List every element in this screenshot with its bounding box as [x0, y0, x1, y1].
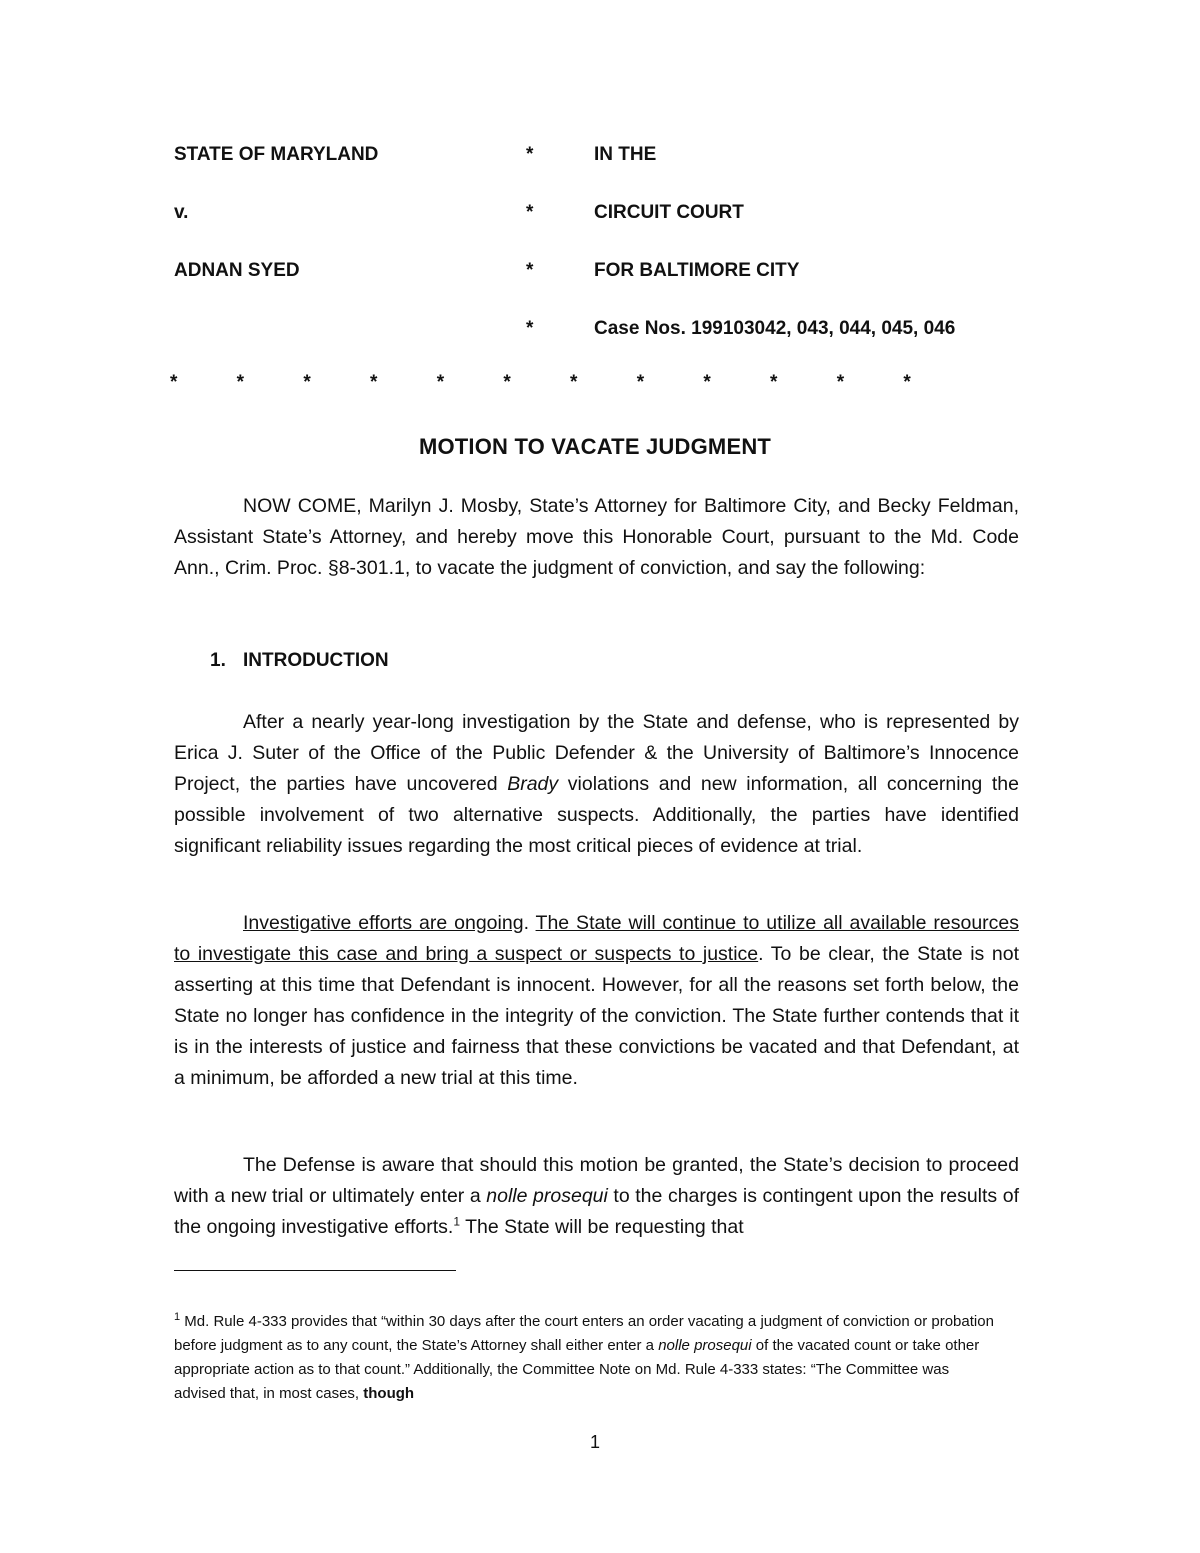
section-heading: [210, 650, 389, 672]
section-title: INTRODUCTION: [243, 650, 389, 671]
divider-star: *: [903, 372, 911, 393]
divider-star: *: [703, 372, 711, 393]
divider-star: *: [636, 372, 645, 393]
footnote-marker: 1: [174, 1311, 181, 1323]
caption-star: *: [526, 202, 534, 223]
caption-baltimore-city: FOR BALTIMORE CITY: [594, 260, 800, 281]
underlined-text: Investigative efforts are ongoing: [243, 912, 524, 934]
footnote-reference[interactable]: 1: [453, 1214, 461, 1229]
text-run: The Defense is aware that should this motion be granted, the State’s decision to proceed with a new trial or ultimately enter a: [174, 1154, 1019, 1207]
text-run: .: [523, 912, 536, 934]
page-number: 1: [589, 1432, 600, 1452]
divider-star: *: [570, 372, 578, 393]
text-run: . To be clear, the State is not asserting at this time that Defendant is innocent. However, for all the reasons set forth below, the State no longer has confidence in the integrity of the conviction. The State further contends that it is in the interests of justice and fairness that these convictions be vacated and that Defendant, at a minimum, be afforded a new trial at this time.: [174, 943, 1019, 1089]
body-paragraph: [174, 1150, 1019, 1243]
caption-star-divider: [170, 372, 970, 392]
caption-in-the: IN THE: [594, 144, 657, 165]
italic-term: nolle prosequi: [658, 1337, 752, 1354]
caption-case-numbers: Case Nos. 199103042, 043, 044, 045, 046: [594, 318, 956, 339]
divider-star: *: [170, 372, 178, 393]
caption-star: *: [526, 318, 534, 339]
divider-star: *: [436, 372, 445, 393]
divider-star: *: [503, 372, 511, 393]
opening-paragraph: NOW COME, Marilyn J. Mosby, State’s Attorney for Baltimore City, and Becky Feldman, Assistant State’s Attorney, and hereby move this Honorable Court, pursuant to the Md. Code Ann., Crim. Proc. §8-301.1, to vacate the judgment of conviction, and say the following:: [174, 495, 1019, 579]
text-run: After a nearly year-long investigation by the State and defense, who is represented by Erica J. Suter of the Office of the Public Defender & the University of Baltimore’s Innocence Project, the parties have uncovered: [174, 711, 1019, 795]
caption-versus: v.: [174, 202, 189, 223]
caption-state: STATE OF MARYLAND: [174, 144, 379, 165]
text-run: The State will be requesting that: [460, 1216, 744, 1238]
caption-star: *: [526, 144, 534, 165]
text-run: to the charges is contingent upon the results of the ongoing investigative efforts.: [174, 1185, 1019, 1238]
divider-star: *: [236, 372, 245, 393]
italic-term: nolle prosequi: [486, 1185, 608, 1207]
body-paragraph: [174, 707, 1019, 862]
caption-circuit-court: CIRCUIT COURT: [594, 202, 744, 223]
document-title: MOTION TO VACATE JUDGMENT: [418, 434, 772, 459]
bold-term: though: [363, 1385, 415, 1402]
caption-star: *: [526, 260, 534, 281]
caption-defendant: ADNAN SYED: [174, 260, 300, 281]
underlined-text: The State will continue to utilize all available resources to investigate this case and bring a suspect or suspects to justice: [174, 912, 1019, 965]
footnote-divider: [174, 1270, 456, 1271]
divider-star: *: [370, 372, 378, 393]
case-citation: Brady: [507, 773, 559, 795]
footnote: [174, 1310, 994, 1406]
text-run: of the vacated count or take other appropriate action as to that count.” Additionally, the Committee Note on Md. Rule 4-333 states: “The Committee was advised that, in most cases,: [174, 1337, 980, 1402]
divider-star: *: [303, 372, 311, 393]
divider-star: *: [836, 372, 845, 393]
section-number: 1.: [210, 650, 226, 671]
body-paragraph: [174, 908, 1019, 1094]
divider-star: *: [770, 372, 778, 393]
text-run: violations and new information, all concerning the possible involvement of two alternative suspects. Additionally, the parties have identified significant reliability issues regarding the most critical pieces of evidence at trial.: [174, 773, 1019, 857]
text-run: Md. Rule 4-333 provides that “within 30 days after the court enters an order vacating a judgment of conviction or probation before judgment as to any count, the State’s Attorney shall either enter a: [174, 1313, 994, 1354]
